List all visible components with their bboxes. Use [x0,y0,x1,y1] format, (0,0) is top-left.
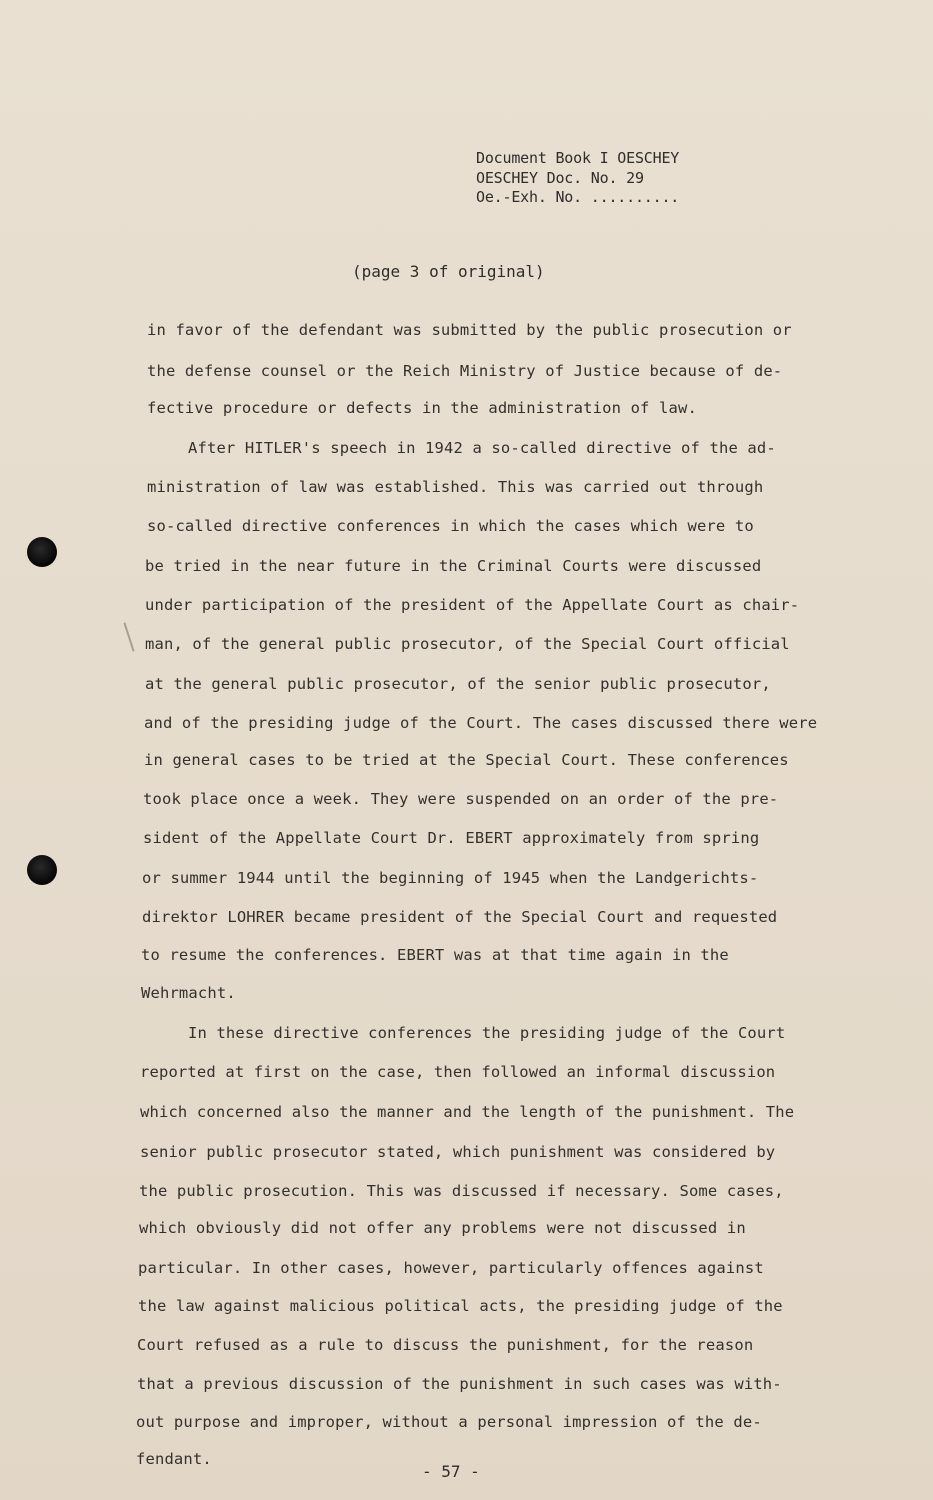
body-line: the defense counsel or the Reich Ministry of Justice because of de- [147,362,783,380]
body-line: that a previous discussion of the punishment in such cases was with- [137,1375,782,1393]
punch-hole [27,537,57,567]
page-number: - 57 - [422,1462,480,1481]
body-line: Court refused as a rule to discuss the punishment, for the reason [137,1336,754,1354]
body-line: in general cases to be tried at the Special Court. These conferences [144,751,789,769]
body-line: be tried in the near future in the Criminal Courts were discussed [145,557,762,575]
body-line: Wehrmacht. [141,984,236,1002]
header-doc-number: OESCHEY Doc. No. 29 [476,168,644,187]
body-line: man, of the general public prosecutor, of the Special Court official [145,635,790,653]
body-line: the law against malicious political acts, the presiding judge of the [138,1297,783,1315]
body-line: ministration of law was established. This was carried out through [147,478,764,496]
body-line: took place once a week. They were suspended on an order of the pre- [143,790,779,808]
document-header [476,149,679,208]
body-line: reported at first on the case, then followed an informal discussion [140,1063,776,1081]
body-line: In these directive conferences the presiding judge of the Court [188,1024,786,1042]
body-line: After HITLER's speech in 1942 a so-called directive of the ad- [188,439,776,457]
body-line: sident of the Appellate Court Dr. EBERT approximately from spring [143,829,760,847]
body-line: particular. In other cases, however, particularly offences against [138,1259,764,1277]
body-line: direktor LOHRER became president of the Special Court and requested [142,908,778,926]
body-line: senior public prosecutor stated, which punishment was considered by [140,1143,776,1161]
body-line: or summer 1944 until the beginning of 1945 when the Landgerichts- [142,869,759,887]
punch-hole [27,855,57,885]
body-line: and of the presiding judge of the Court. The cases discussed there were [144,714,818,732]
body-line: so-called directive conferences in which the cases which were to [147,517,754,535]
body-line: fendant. [136,1450,212,1468]
page-reference: (page 3 of original) [352,262,545,281]
body-line: which obviously did not offer any problems were not discussed in [139,1219,746,1237]
body-line: to resume the conferences. EBERT was at that time again in the [141,946,729,964]
body-line: which concerned also the manner and the length of the punishment. The [140,1103,795,1121]
header-exhibit-number: Oe.-Exh. No. .......... [476,188,680,206]
margin-mark [123,622,134,651]
body-line: out purpose and improper, without a personal impression of the de- [136,1413,762,1431]
body-line: at the general public prosecutor, of the senior public prosecutor, [145,675,771,693]
body-line: fective procedure or defects in the administration of law. [147,399,697,417]
body-line: the public prosecution. This was discussed if necessary. Some cases, [139,1182,784,1200]
body-line: in favor of the defendant was submitted by the public prosecution or [147,321,792,339]
header-document-book: Document Book I OESCHEY [476,149,680,167]
body-line: under participation of the president of the Appellate Court as chair- [145,596,800,614]
